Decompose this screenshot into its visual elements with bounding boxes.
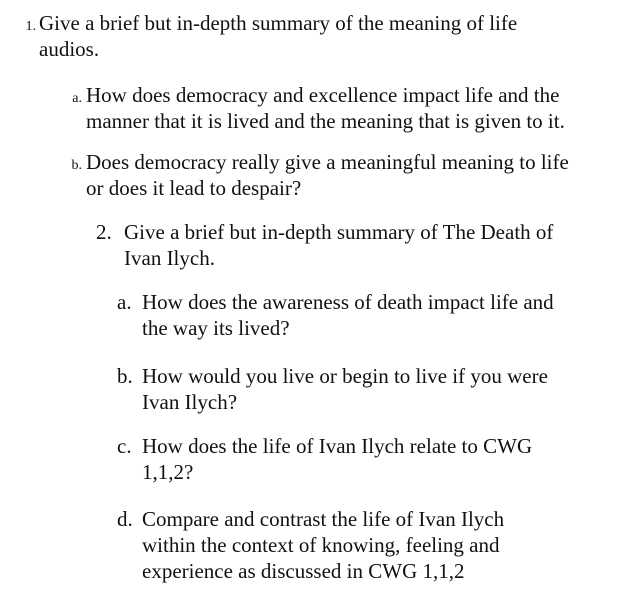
subquestion-text: How does the awareness of death impact life and the way its lived? (142, 290, 554, 340)
subquestion-letter: a. (72, 91, 82, 106)
question-2 (96, 219, 616, 271)
subquestion-letter: b. (117, 364, 133, 388)
question-2b (117, 363, 622, 415)
subquestion-letter: c. (117, 434, 132, 458)
question-1b (60, 149, 625, 201)
subquestion-text: How does democracy and excellence impact life and the manner that it is lived and the meaning that is given to it. (86, 83, 565, 133)
subquestion-letter: a. (117, 290, 132, 314)
subquestion-text: How would you live or begin to live if you were Ivan Ilych? (142, 364, 548, 414)
question-2a (117, 289, 622, 341)
question-2c (117, 433, 622, 485)
question-2d (117, 506, 622, 584)
subquestion-text: Does democracy really give a meaningful meaning to life or does it lead to despair? (86, 150, 569, 200)
question-number: 2. (96, 220, 112, 244)
subquestion-text: How does the life of Ivan Ilych relate to CWG 1,1,2? (142, 434, 533, 484)
question-text: Give a brief but in-depth summary of The Death of Ivan Ilych. (124, 220, 554, 270)
subquestion-letter: d. (117, 507, 133, 531)
question-1 (14, 10, 624, 62)
subquestion-text: Compare and contrast the life of Ivan Ilych within the context of knowing, feeling and experience as discussed in CWG 1,1,2 (142, 507, 505, 583)
question-1a (60, 82, 625, 134)
question-number: 1. (25, 19, 36, 34)
question-text: Give a brief but in-depth summary of the meaning of life audios. (39, 11, 518, 61)
subquestion-letter: b. (71, 158, 82, 173)
